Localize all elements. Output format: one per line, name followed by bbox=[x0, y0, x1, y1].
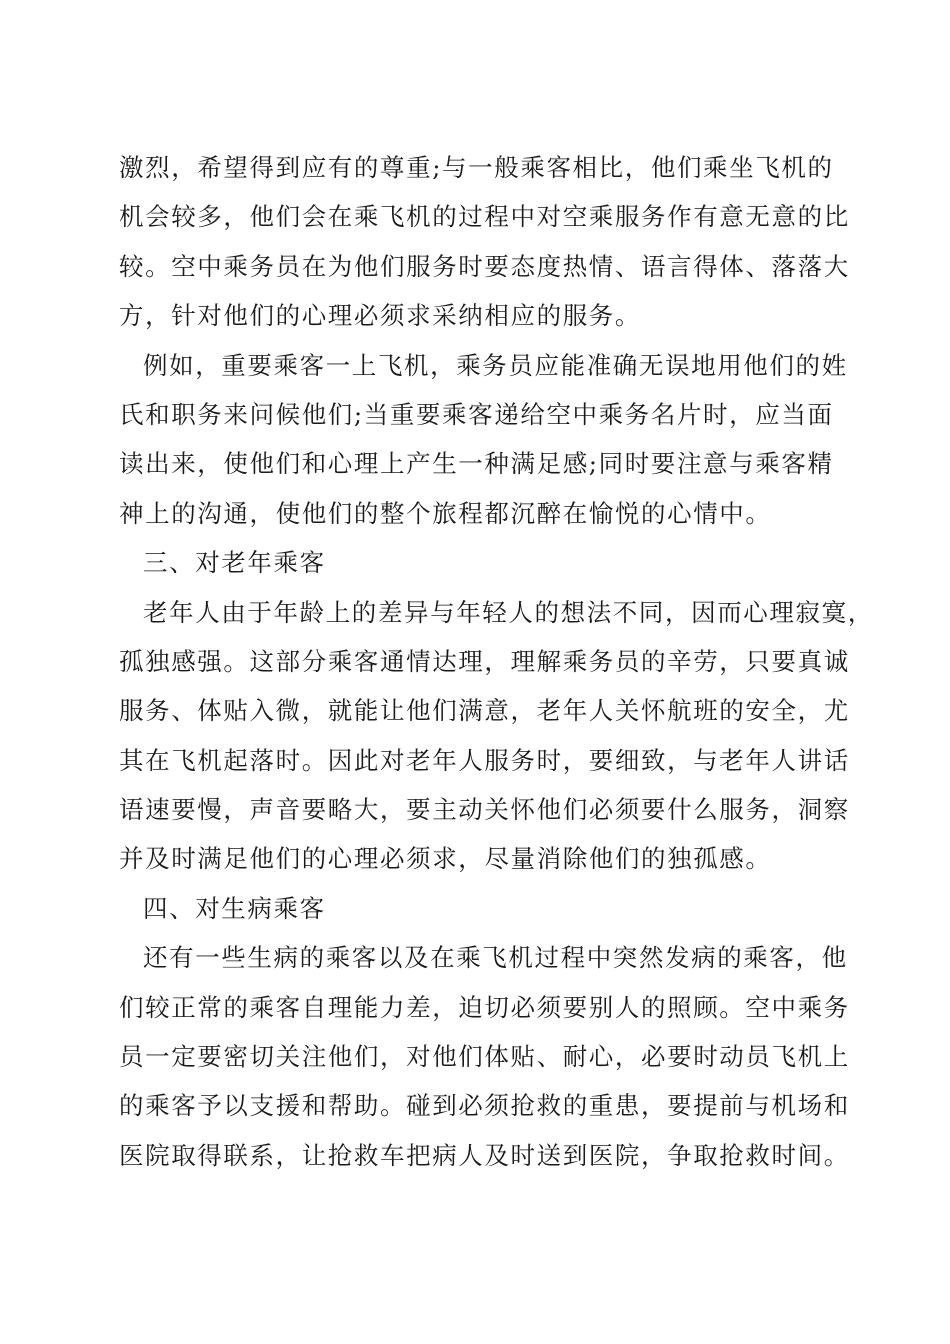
text-line: 方，针对他们的心理必须求采纳相应的服务。 bbox=[119, 301, 641, 331]
text-line: 的乘客予以支援和帮助。碰到必须抢救的重患，要提前与机场和 bbox=[119, 1091, 850, 1121]
text-line: 服务、体贴入微，就能让他们满意，老年人关怀航班的安全，尤 bbox=[119, 696, 850, 726]
text-line: 较。空中乘务员在为他们服务时要态度热情、语言得体、落落大 bbox=[119, 251, 850, 281]
text-line: 机会较多，他们会在乘飞机的过程中对空乘服务作有意无意的比 bbox=[119, 202, 850, 232]
text-line: 氏和职务来问候他们;当重要乘客递给空中乘务名片时，应当面 bbox=[119, 399, 834, 429]
paragraph-start-line: 老年人由于年龄上的差异与年轻人的想法不同，因而心理寂寞， bbox=[143, 597, 874, 627]
document-body bbox=[119, 149, 874, 1186]
text-line: 并及时满足他们的心理必须求，尽量消除他们的独孤感。 bbox=[119, 844, 772, 874]
text-line: 激烈，希望得到应有的尊重;与一般乘客相比，他们乘坐飞机的 bbox=[119, 153, 834, 182]
text-line: 语速要慢，声音要略大，要主动关怀他们必须要什么服务，洞察 bbox=[119, 795, 850, 825]
paragraph-start-line: 例如，重要乘客一上飞机，乘务员应能准确无误地用他们的姓 bbox=[143, 350, 848, 380]
paragraph-start-line: 还有一些生病的乘客以及在乘飞机过程中突然发病的乘客，他 bbox=[143, 943, 848, 973]
text-line: 们较正常的乘客自理能力差，迫切必须要别人的照顾。空中乘务 bbox=[119, 992, 850, 1022]
text-line: 读出来，使他们和心理上产生一种满足感;同时要注意与乘客精 bbox=[119, 449, 834, 479]
text-line: 员一定要密切关注他们，对他们体贴、耐心，必要时动员飞机上 bbox=[119, 1042, 850, 1072]
section-heading: 三、对老年乘客 bbox=[143, 548, 326, 578]
text-line: 其在飞机起落时。因此对老年人服务时，要细致，与老年人讲话 bbox=[119, 745, 850, 775]
text-line: 医院取得联系，让抢救车把病人及时送到医院，争取抢救时间。 bbox=[119, 1140, 850, 1170]
section-heading: 四、对生病乘客 bbox=[143, 893, 326, 923]
text-line: 神上的沟通，使他们的整个旅程都沉醉在愉悦的心情中。 bbox=[119, 498, 772, 528]
text-line: 孤独感强。这部分乘客通情达理，理解乘务员的辛劳，只要真诚 bbox=[119, 646, 850, 676]
